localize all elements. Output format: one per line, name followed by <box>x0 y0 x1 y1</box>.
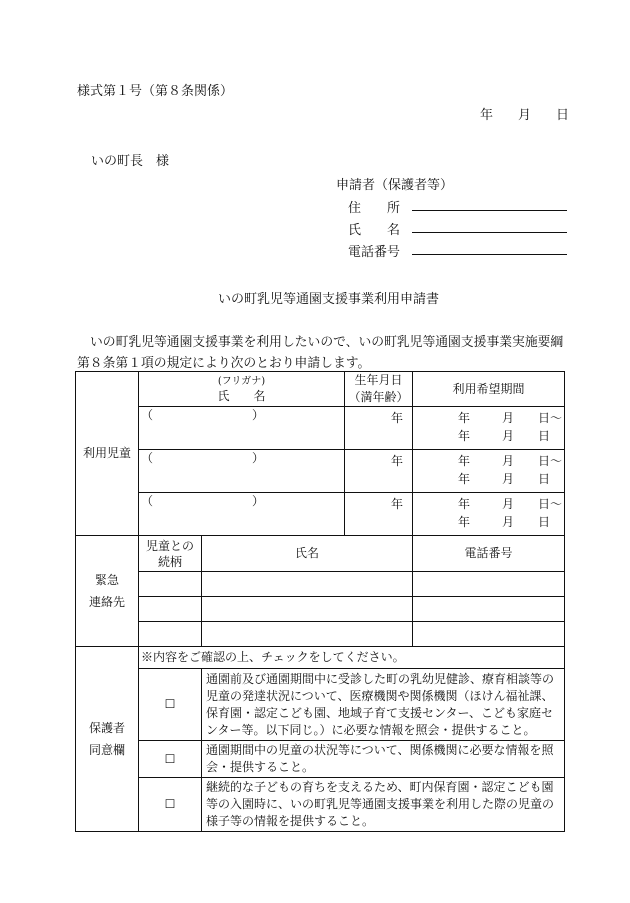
emergency-row <box>76 622 565 647</box>
paren-open: （ <box>141 408 154 422</box>
consent-section-label <box>76 647 139 832</box>
child-name-cell[interactable] <box>139 407 345 450</box>
consent-label-1: 保護者 <box>88 721 125 735</box>
child-row <box>76 450 565 493</box>
emergency-header-row <box>76 536 565 572</box>
contact-name-header: 氏名 <box>202 536 413 572</box>
applicant-phone-label: 電話番号 <box>348 245 401 260</box>
furigana-label: (フリガナ) <box>217 376 266 387</box>
period-cell[interactable] <box>413 450 565 493</box>
emergency-row <box>76 597 565 622</box>
period-from-day: 日～ <box>538 411 563 425</box>
children-header-row <box>76 372 565 407</box>
period-to-year: 年 <box>458 515 471 529</box>
birth-cell[interactable] <box>345 407 413 450</box>
paren-close: ） <box>252 494 265 508</box>
child-row <box>76 493 565 536</box>
form-number: 様式第１号（第８条関係） <box>77 84 234 99</box>
birth-year: 年 <box>391 411 404 425</box>
period-from-year: 年 <box>458 454 471 468</box>
applicant-address-label: 住 所 <box>348 201 401 216</box>
relation-header-2: 続柄 <box>157 554 182 569</box>
period-from-day: 日～ <box>538 497 563 511</box>
contact-name-cell[interactable] <box>202 622 413 647</box>
consent-item-row <box>76 741 565 778</box>
period-from-day: 日～ <box>538 454 563 468</box>
consent-item-row <box>76 669 565 741</box>
contact-phone-cell[interactable] <box>413 622 565 647</box>
birth-cell[interactable] <box>345 450 413 493</box>
period-to-month: 月 <box>502 429 515 443</box>
emergency-label-2: 連絡先 <box>88 595 125 609</box>
date-year: 年 <box>480 108 494 123</box>
period-to-month: 月 <box>502 472 515 486</box>
applicant-name-label: 氏 名 <box>348 223 401 238</box>
period-to-month: 月 <box>502 515 515 529</box>
period-cell[interactable] <box>413 493 565 536</box>
intro-text-line1: いの町乳児等通園支援事業を利用したいので、いの町乳児等通園支援事業実施要綱 <box>90 335 564 350</box>
contact-phone-cell[interactable] <box>413 572 565 597</box>
applicant-heading: 申請者（保護者等） <box>336 178 454 193</box>
period-to-day: 日 <box>538 515 551 529</box>
period-to-year: 年 <box>458 472 471 486</box>
consent-item-row <box>76 778 565 832</box>
child-name-cell[interactable] <box>139 450 345 493</box>
date-day: 日 <box>556 108 570 123</box>
contact-phone-header: 電話番号 <box>413 536 565 572</box>
period-cell[interactable] <box>413 407 565 450</box>
period-from-month: 月 <box>502 411 515 425</box>
paren-open: （ <box>141 451 154 465</box>
consent-item-1: 通園前及び通園期間中に受診した町の乳幼児健診、療育相談等の児童の発達状況について、医療機関や関係機関（ほけん福祉課、保育園・認定こども園、地域子育て支援センター、こども家庭センター等。以下同じ。）に必要な情報を照会・提供すること。 <box>202 669 565 741</box>
relation-cell[interactable] <box>139 572 202 597</box>
consent-checkbox-1[interactable]: ☐ <box>139 669 202 741</box>
child-name-cell[interactable] <box>139 493 345 536</box>
emergency-section-label <box>76 536 139 647</box>
consent-item-3: 継続的な子どもの育ちを支えるため、町内保育園・認定こども園等の入園時に、いの町乳児等通園支援事業を利用した際の児童の様子等の情報を提供すること。 <box>202 778 565 832</box>
period-from-month: 月 <box>502 497 515 511</box>
birth-header: 生年月日（満年齢） <box>345 372 413 407</box>
period-from-month: 月 <box>502 454 515 468</box>
birth-year: 年 <box>391 497 404 511</box>
period-from-year: 年 <box>458 411 471 425</box>
applicant-name-field[interactable] <box>412 232 567 233</box>
contact-phone-cell[interactable] <box>413 597 565 622</box>
period-to-day: 日 <box>538 429 551 443</box>
addressee: いの町長 様 <box>91 154 170 169</box>
date-month: 月 <box>518 108 532 123</box>
document-title: いの町乳児等通園支援事業利用申請書 <box>218 292 440 307</box>
consent-notice-row <box>76 647 565 669</box>
relation-cell[interactable] <box>139 622 202 647</box>
intro-text-line2: 第８条第１項の規定により次のとおり申請します。 <box>77 356 371 371</box>
child-row <box>76 407 565 450</box>
child-name-header <box>139 372 345 407</box>
applicant-phone-field[interactable] <box>412 254 567 255</box>
birth-cell[interactable] <box>345 493 413 536</box>
applicant-address-field[interactable] <box>412 210 567 211</box>
children-section-label: 利用児童 <box>76 372 139 536</box>
emergency-label-1: 緊急 <box>94 573 119 587</box>
relation-header <box>139 536 202 572</box>
paren-close: ） <box>252 408 265 422</box>
paren-open: （ <box>141 494 154 508</box>
application-table <box>75 371 565 832</box>
consent-checkbox-2[interactable]: ☐ <box>139 741 202 778</box>
consent-checkbox-3[interactable]: ☐ <box>139 778 202 832</box>
consent-item-2: 通園期間中の児童の状況等について、関係機関に必要な情報を照会・提供すること。 <box>202 741 565 778</box>
birth-year: 年 <box>391 454 404 468</box>
period-to-day: 日 <box>538 472 551 486</box>
period-header: 利用希望期間 <box>413 372 565 407</box>
contact-name-cell[interactable] <box>202 572 413 597</box>
name-label: 氏 名 <box>217 389 266 403</box>
consent-label-2: 同意欄 <box>88 743 125 757</box>
period-to-year: 年 <box>458 429 471 443</box>
contact-name-cell[interactable] <box>202 597 413 622</box>
period-from-year: 年 <box>458 497 471 511</box>
emergency-row <box>76 572 565 597</box>
relation-header-1: 児童との <box>145 538 194 553</box>
relation-cell[interactable] <box>139 597 202 622</box>
consent-notice: ※内容をご確認の上、チェックをしてください。 <box>139 647 565 669</box>
paren-close: ） <box>252 451 265 465</box>
